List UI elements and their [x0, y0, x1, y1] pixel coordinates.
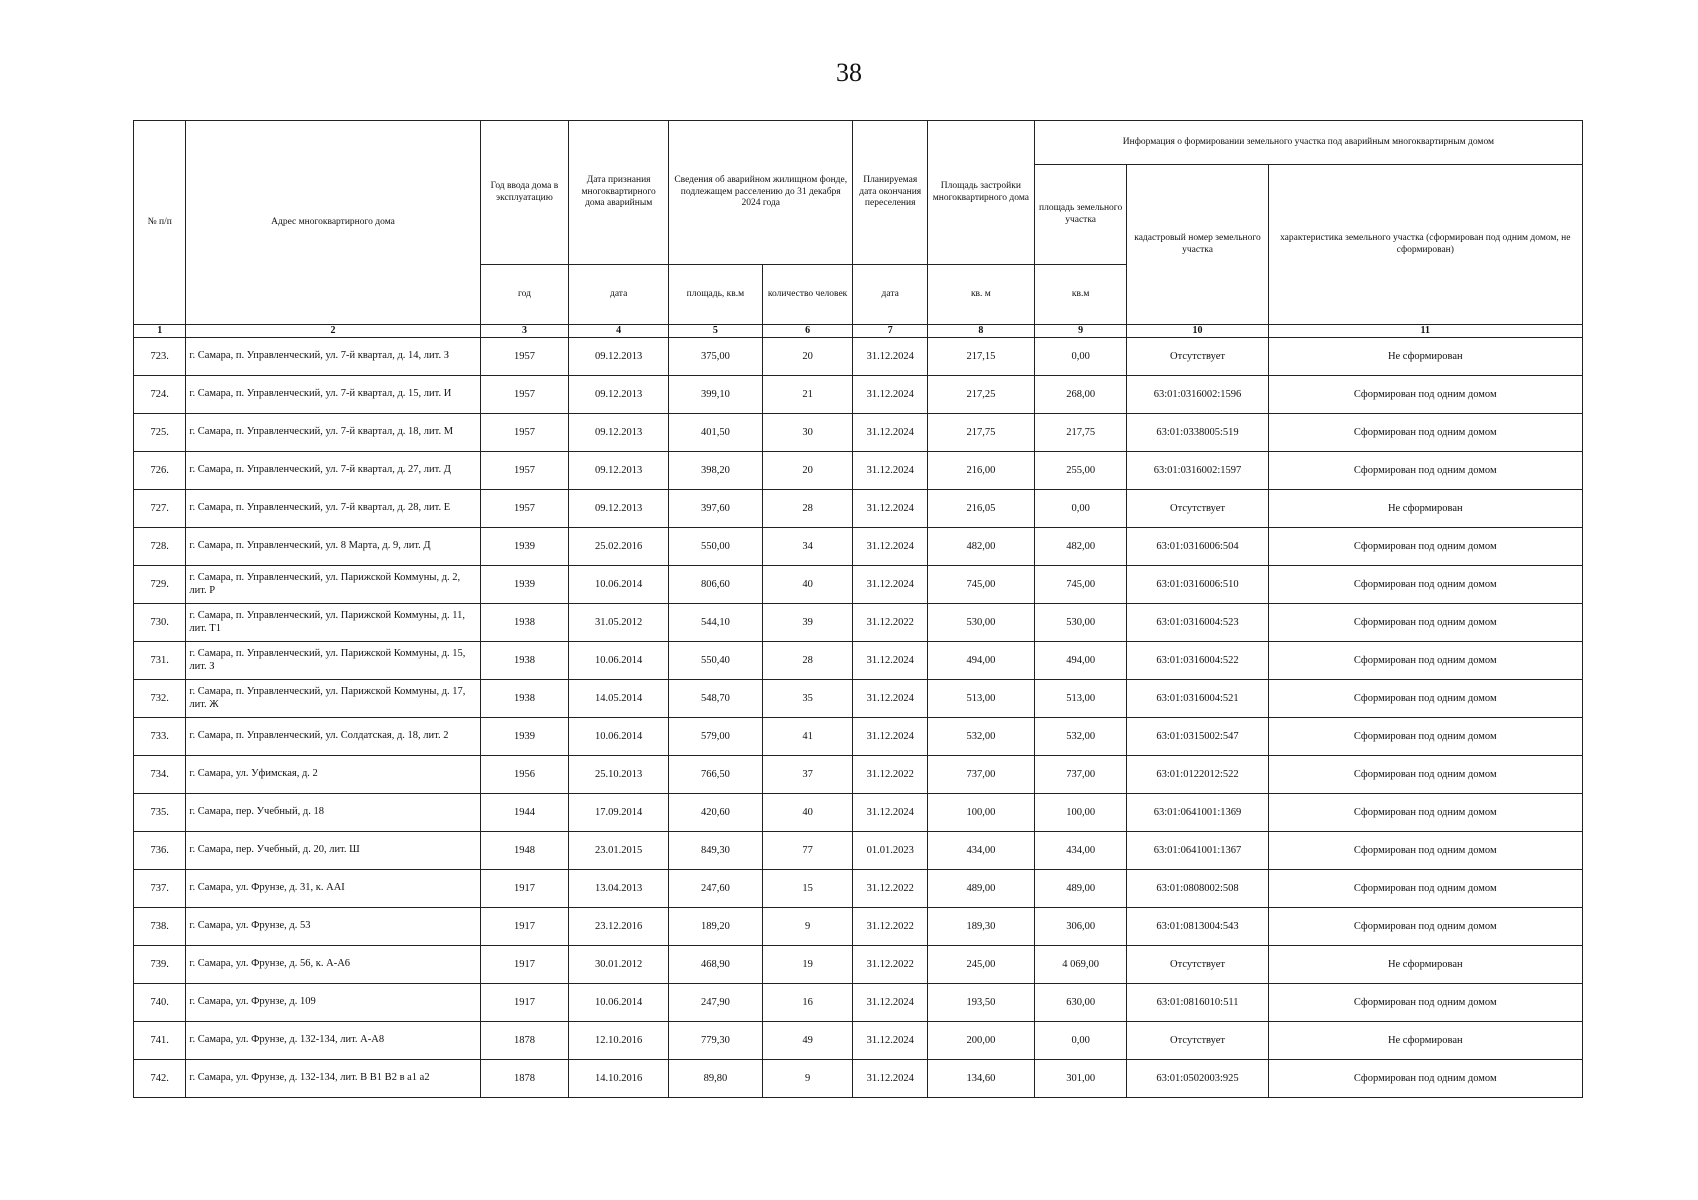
table-row [134, 946, 1583, 984]
cadastral-number-cell: Отсутствует [1127, 1022, 1268, 1060]
people-count-cell: 9 [762, 1060, 853, 1098]
recognition-date-cell: 10.06.2014 [569, 642, 669, 680]
recognition-date-cell: 17.09.2014 [569, 794, 669, 832]
people-count-cell: 40 [762, 794, 853, 832]
planned-date-cell: 31.12.2024 [853, 338, 928, 376]
land-status-cell: Не сформирован [1268, 1022, 1582, 1060]
land-area-cell: 434,00 [1034, 832, 1127, 870]
land-status-cell: Сформирован под одним домом [1268, 414, 1582, 452]
land-area-cell: 217,75 [1034, 414, 1127, 452]
cadastral-number-cell: 63:01:0813004:543 [1127, 908, 1268, 946]
land-area-cell: 301,00 [1034, 1060, 1127, 1098]
people-count-cell: 16 [762, 984, 853, 1022]
row-number: 732. [134, 680, 186, 718]
planned-date-cell: 31.12.2024 [853, 1060, 928, 1098]
address-cell: г. Самара, п. Управленческий, ул. 7-й квартал, д. 18, лит. М [186, 414, 480, 452]
recognition-date-cell: 09.12.2013 [569, 414, 669, 452]
year-cell: 1939 [480, 566, 569, 604]
cadastral-number-cell: 63:01:0641001:1367 [1127, 832, 1268, 870]
planned-date-cell: 31.12.2024 [853, 794, 928, 832]
cadastral-number-cell: 63:01:0816010:511 [1127, 984, 1268, 1022]
area-cell: 779,30 [669, 1022, 763, 1060]
land-area-cell: 530,00 [1034, 604, 1127, 642]
land-area-cell: 255,00 [1034, 452, 1127, 490]
column-number: 7 [853, 325, 928, 338]
year-cell: 1938 [480, 680, 569, 718]
recognition-date-cell: 14.10.2016 [569, 1060, 669, 1098]
row-number: 730. [134, 604, 186, 642]
planned-date-cell: 31.12.2024 [853, 414, 928, 452]
land-status-cell: Сформирован под одним домом [1268, 566, 1582, 604]
area-cell: 468,90 [669, 946, 763, 984]
people-count-cell: 49 [762, 1022, 853, 1060]
row-number: 737. [134, 870, 186, 908]
header-characteristic: характеристика земельного участка (сформирован под одним домом, не сформирован) [1268, 165, 1582, 325]
address-cell: г. Самара, п. Управленческий, ул. Парижской Коммуны, д. 11, лит. Т1 [186, 604, 480, 642]
land-status-cell: Сформирован под одним домом [1268, 604, 1582, 642]
built-area-cell: 245,00 [927, 946, 1034, 984]
column-number: 11 [1268, 325, 1582, 338]
people-count-cell: 28 [762, 642, 853, 680]
unit-date: дата [569, 265, 669, 325]
row-number: 734. [134, 756, 186, 794]
area-cell: 399,10 [669, 376, 763, 414]
address-cell: г. Самара, ул. Фрунзе, д. 109 [186, 984, 480, 1022]
column-number: 2 [186, 325, 480, 338]
row-number: 729. [134, 566, 186, 604]
land-status-cell: Не сформирован [1268, 490, 1582, 528]
address-cell: г. Самара, ул. Фрунзе, д. 132-134, лит. В В1 В2 в а1 а2 [186, 1060, 480, 1098]
address-cell: г. Самара, п. Управленческий, ул. Солдатская, д. 18, лит. 2 [186, 718, 480, 756]
land-status-cell: Сформирован под одним домом [1268, 870, 1582, 908]
people-count-cell: 19 [762, 946, 853, 984]
planned-date-cell: 31.12.2024 [853, 984, 928, 1022]
year-cell: 1878 [480, 1022, 569, 1060]
unit-area: площадь, кв.м [669, 265, 763, 325]
row-number: 742. [134, 1060, 186, 1098]
header-recognition-date: Дата признания многоквартирного дома аварийным [569, 121, 669, 265]
column-number: 6 [762, 325, 853, 338]
recognition-date-cell: 25.02.2016 [569, 528, 669, 566]
header-fund-info: Сведения об аварийном жилищном фонде, подлежащем расселению до 31 декабря 2024 года [669, 121, 853, 265]
recognition-date-cell: 25.10.2013 [569, 756, 669, 794]
year-cell: 1917 [480, 870, 569, 908]
cadastral-number-cell: 63:01:0316002:1596 [1127, 376, 1268, 414]
recognition-date-cell: 14.05.2014 [569, 680, 669, 718]
year-cell: 1957 [480, 452, 569, 490]
land-status-cell: Сформирован под одним домом [1268, 1060, 1582, 1098]
row-number: 733. [134, 718, 186, 756]
area-cell: 550,40 [669, 642, 763, 680]
built-area-cell: 217,25 [927, 376, 1034, 414]
address-cell: г. Самара, п. Управленческий, ул. 7-й квартал, д. 27, лит. Д [186, 452, 480, 490]
table-row [134, 832, 1583, 870]
unit-people: количество человек [762, 265, 853, 325]
area-cell: 397,60 [669, 490, 763, 528]
recognition-date-cell: 23.01.2015 [569, 832, 669, 870]
land-status-cell: Сформирован под одним домом [1268, 756, 1582, 794]
land-area-cell: 0,00 [1034, 1022, 1127, 1060]
address-cell: г. Самара, п. Управленческий, ул. Парижской Коммуны, д. 15, лит. З [186, 642, 480, 680]
area-cell: 806,60 [669, 566, 763, 604]
recognition-date-cell: 09.12.2013 [569, 338, 669, 376]
built-area-cell: 200,00 [927, 1022, 1034, 1060]
planned-date-cell: 31.12.2024 [853, 490, 928, 528]
header-cadastral: кадастровый номер земельного участка [1127, 165, 1268, 325]
planned-date-cell: 31.12.2022 [853, 908, 928, 946]
built-area-cell: 217,15 [927, 338, 1034, 376]
unit-built: кв. м [927, 265, 1034, 325]
recognition-date-cell: 13.04.2013 [569, 870, 669, 908]
year-cell: 1938 [480, 604, 569, 642]
recognition-date-cell: 12.10.2016 [569, 1022, 669, 1060]
cadastral-number-cell: 63:01:0316006:510 [1127, 566, 1268, 604]
built-area-cell: 489,00 [927, 870, 1034, 908]
planned-date-cell: 31.12.2022 [853, 756, 928, 794]
row-number: 728. [134, 528, 186, 566]
recognition-date-cell: 10.06.2014 [569, 566, 669, 604]
row-number: 741. [134, 1022, 186, 1060]
table-row [134, 528, 1583, 566]
year-cell: 1957 [480, 338, 569, 376]
built-area-cell: 494,00 [927, 642, 1034, 680]
planned-date-cell: 31.12.2022 [853, 946, 928, 984]
cadastral-number-cell: 63:01:0316004:522 [1127, 642, 1268, 680]
land-area-cell: 0,00 [1034, 338, 1127, 376]
planned-date-cell: 31.12.2024 [853, 528, 928, 566]
area-cell: 375,00 [669, 338, 763, 376]
address-cell: г. Самара, п. Управленческий, ул. 7-й квартал, д. 15, лит. И [186, 376, 480, 414]
area-cell: 398,20 [669, 452, 763, 490]
area-cell: 766,50 [669, 756, 763, 794]
planned-date-cell: 31.12.2022 [853, 870, 928, 908]
area-cell: 401,50 [669, 414, 763, 452]
built-area-cell: 189,30 [927, 908, 1034, 946]
cadastral-number-cell: 63:01:0808002:508 [1127, 870, 1268, 908]
land-status-cell: Не сформирован [1268, 338, 1582, 376]
cadastral-number-cell: Отсутствует [1127, 946, 1268, 984]
register-sheet [133, 120, 1583, 1098]
cadastral-number-cell: 63:01:0641001:1369 [1127, 794, 1268, 832]
built-area-cell: 513,00 [927, 680, 1034, 718]
unit-planned: дата [853, 265, 928, 325]
address-cell: г. Самара, пер. Учебный, д. 18 [186, 794, 480, 832]
table-row [134, 338, 1583, 376]
area-cell: 548,70 [669, 680, 763, 718]
people-count-cell: 39 [762, 604, 853, 642]
land-area-cell: 532,00 [1034, 718, 1127, 756]
row-number: 736. [134, 832, 186, 870]
land-area-cell: 268,00 [1034, 376, 1127, 414]
column-number: 5 [669, 325, 763, 338]
cadastral-number-cell: 63:01:0316004:523 [1127, 604, 1268, 642]
year-cell: 1948 [480, 832, 569, 870]
built-area-cell: 434,00 [927, 832, 1034, 870]
table-row [134, 908, 1583, 946]
people-count-cell: 15 [762, 870, 853, 908]
planned-date-cell: 31.12.2024 [853, 718, 928, 756]
table-row [134, 870, 1583, 908]
area-cell: 89,80 [669, 1060, 763, 1098]
column-number: 10 [1127, 325, 1268, 338]
column-number: 4 [569, 325, 669, 338]
area-cell: 189,20 [669, 908, 763, 946]
row-number: 724. [134, 376, 186, 414]
area-cell: 550,00 [669, 528, 763, 566]
recognition-date-cell: 09.12.2013 [569, 452, 669, 490]
people-count-cell: 30 [762, 414, 853, 452]
planned-date-cell: 31.12.2022 [853, 604, 928, 642]
recognition-date-cell: 31.05.2012 [569, 604, 669, 642]
cadastral-number-cell: 63:01:0316006:504 [1127, 528, 1268, 566]
area-cell: 247,60 [669, 870, 763, 908]
area-cell: 579,00 [669, 718, 763, 756]
year-cell: 1938 [480, 642, 569, 680]
land-area-cell: 482,00 [1034, 528, 1127, 566]
land-status-cell: Сформирован под одним домом [1268, 642, 1582, 680]
row-number: 738. [134, 908, 186, 946]
land-area-cell: 745,00 [1034, 566, 1127, 604]
planned-date-cell: 31.12.2024 [853, 642, 928, 680]
table-row [134, 984, 1583, 1022]
people-count-cell: 21 [762, 376, 853, 414]
header-address: Адрес многоквартирного дома [186, 121, 480, 325]
built-area-cell: 217,75 [927, 414, 1034, 452]
people-count-cell: 34 [762, 528, 853, 566]
land-status-cell: Сформирован под одним домом [1268, 528, 1582, 566]
row-number: 735. [134, 794, 186, 832]
row-number: 739. [134, 946, 186, 984]
planned-date-cell: 31.12.2024 [853, 566, 928, 604]
people-count-cell: 28 [762, 490, 853, 528]
header-planned-date: Планируемая дата окончания переселения [853, 121, 928, 265]
land-status-cell: Сформирован под одним домом [1268, 794, 1582, 832]
area-cell: 247,90 [669, 984, 763, 1022]
address-cell: г. Самара, ул. Фрунзе, д. 31, к. ААI [186, 870, 480, 908]
cadastral-number-cell: 63:01:0316002:1597 [1127, 452, 1268, 490]
recognition-date-cell: 09.12.2013 [569, 490, 669, 528]
planned-date-cell: 31.12.2024 [853, 376, 928, 414]
cadastral-number-cell: Отсутствует [1127, 490, 1268, 528]
people-count-cell: 41 [762, 718, 853, 756]
column-number: 8 [927, 325, 1034, 338]
built-area-cell: 134,60 [927, 1060, 1034, 1098]
year-cell: 1956 [480, 756, 569, 794]
year-cell: 1957 [480, 414, 569, 452]
header-num: № п/п [134, 121, 186, 325]
land-status-cell: Сформирован под одним домом [1268, 908, 1582, 946]
planned-date-cell: 31.12.2024 [853, 452, 928, 490]
page-number: 38 [836, 58, 862, 87]
column-number: 3 [480, 325, 569, 338]
table-row [134, 680, 1583, 718]
people-count-cell: 37 [762, 756, 853, 794]
table-row [134, 756, 1583, 794]
planned-date-cell: 31.12.2024 [853, 1022, 928, 1060]
column-number: 9 [1034, 325, 1127, 338]
address-cell: г. Самара, ул. Уфимская, д. 2 [186, 756, 480, 794]
recognition-date-cell: 30.01.2012 [569, 946, 669, 984]
table-row [134, 1060, 1583, 1098]
emergency-housing-table [133, 120, 1583, 1098]
built-area-cell: 532,00 [927, 718, 1034, 756]
table-row [134, 452, 1583, 490]
header-built-area: Площадь застройки многоквартирного дома [927, 121, 1034, 265]
address-cell: г. Самара, ул. Фрунзе, д. 132-134, лит. А-А8 [186, 1022, 480, 1060]
built-area-cell: 193,50 [927, 984, 1034, 1022]
row-number: 723. [134, 338, 186, 376]
year-cell: 1957 [480, 376, 569, 414]
column-number: 1 [134, 325, 186, 338]
area-cell: 544,10 [669, 604, 763, 642]
land-status-cell: Не сформирован [1268, 946, 1582, 984]
table-row [134, 490, 1583, 528]
land-area-cell: 513,00 [1034, 680, 1127, 718]
land-area-cell: 100,00 [1034, 794, 1127, 832]
address-cell: г. Самара, п. Управленческий, ул. 8 Марта, д. 9, лит. Д [186, 528, 480, 566]
cadastral-number-cell: 63:01:0502003:925 [1127, 1060, 1268, 1098]
people-count-cell: 20 [762, 338, 853, 376]
recognition-date-cell: 10.06.2014 [569, 984, 669, 1022]
land-area-cell: 494,00 [1034, 642, 1127, 680]
planned-date-cell: 31.12.2024 [853, 680, 928, 718]
address-cell: г. Самара, п. Управленческий, ул. 7-й квартал, д. 28, лит. Е [186, 490, 480, 528]
row-number: 740. [134, 984, 186, 1022]
year-cell: 1957 [480, 490, 569, 528]
land-status-cell: Сформирован под одним домом [1268, 680, 1582, 718]
row-number: 731. [134, 642, 186, 680]
table-row [134, 1022, 1583, 1060]
table-row [134, 642, 1583, 680]
unit-land: кв.м [1034, 265, 1127, 325]
row-number: 727. [134, 490, 186, 528]
land-status-cell: Сформирован под одним домом [1268, 832, 1582, 870]
land-area-cell: 489,00 [1034, 870, 1127, 908]
area-cell: 849,30 [669, 832, 763, 870]
recognition-date-cell: 10.06.2014 [569, 718, 669, 756]
header-year: Год ввода дома в эксплуатацию [480, 121, 569, 265]
table-row [134, 794, 1583, 832]
people-count-cell: 40 [762, 566, 853, 604]
land-area-cell: 630,00 [1034, 984, 1127, 1022]
table-row [134, 376, 1583, 414]
land-status-cell: Сформирован под одним домом [1268, 452, 1582, 490]
built-area-cell: 100,00 [927, 794, 1034, 832]
address-cell: г. Самара, п. Управленческий, ул. Парижской Коммуны, д. 17, лит. Ж [186, 680, 480, 718]
row-number: 726. [134, 452, 186, 490]
land-area-cell: 0,00 [1034, 490, 1127, 528]
built-area-cell: 482,00 [927, 528, 1034, 566]
address-cell: г. Самара, пер. Учебный, д. 20, лит. Ш [186, 832, 480, 870]
land-status-cell: Сформирован под одним домом [1268, 984, 1582, 1022]
address-cell: г. Самара, ул. Фрунзе, д. 53 [186, 908, 480, 946]
recognition-date-cell: 09.12.2013 [569, 376, 669, 414]
table-row [134, 566, 1583, 604]
year-cell: 1939 [480, 718, 569, 756]
cadastral-number-cell: 63:01:0315002:547 [1127, 718, 1268, 756]
year-cell: 1939 [480, 528, 569, 566]
header-land-info: Информация о формировании земельного участка под аварийным многоквартирным домом [1034, 121, 1582, 165]
table-row [134, 604, 1583, 642]
built-area-cell: 216,05 [927, 490, 1034, 528]
year-cell: 1917 [480, 984, 569, 1022]
land-area-cell: 737,00 [1034, 756, 1127, 794]
table-body [134, 338, 1583, 1098]
cadastral-number-cell: 63:01:0122012:522 [1127, 756, 1268, 794]
land-area-cell: 306,00 [1034, 908, 1127, 946]
built-area-cell: 530,00 [927, 604, 1034, 642]
area-cell: 420,60 [669, 794, 763, 832]
cadastral-number-cell: 63:01:0316004:521 [1127, 680, 1268, 718]
year-cell: 1944 [480, 794, 569, 832]
people-count-cell: 35 [762, 680, 853, 718]
people-count-cell: 9 [762, 908, 853, 946]
people-count-cell: 20 [762, 452, 853, 490]
people-count-cell: 77 [762, 832, 853, 870]
built-area-cell: 216,00 [927, 452, 1034, 490]
planned-date-cell: 01.01.2023 [853, 832, 928, 870]
year-cell: 1878 [480, 1060, 569, 1098]
table-row [134, 414, 1583, 452]
row-number: 725. [134, 414, 186, 452]
year-cell: 1917 [480, 946, 569, 984]
year-cell: 1917 [480, 908, 569, 946]
address-cell: г. Самара, п. Управленческий, ул. Парижской Коммуны, д. 2, лит. Р [186, 566, 480, 604]
land-area-cell: 4 069,00 [1034, 946, 1127, 984]
table-row [134, 718, 1583, 756]
land-status-cell: Сформирован под одним домом [1268, 718, 1582, 756]
recognition-date-cell: 23.12.2016 [569, 908, 669, 946]
address-cell: г. Самара, ул. Фрунзе, д. 56, к. А-А6 [186, 946, 480, 984]
built-area-cell: 737,00 [927, 756, 1034, 794]
cadastral-number-cell: 63:01:0338005:519 [1127, 414, 1268, 452]
built-area-cell: 745,00 [927, 566, 1034, 604]
header-land-area: площадь земельного участка [1034, 165, 1127, 265]
land-status-cell: Сформирован под одним домом [1268, 376, 1582, 414]
unit-year: год [480, 265, 569, 325]
cadastral-number-cell: Отсутствует [1127, 338, 1268, 376]
address-cell: г. Самара, п. Управленческий, ул. 7-й квартал, д. 14, лит. З [186, 338, 480, 376]
